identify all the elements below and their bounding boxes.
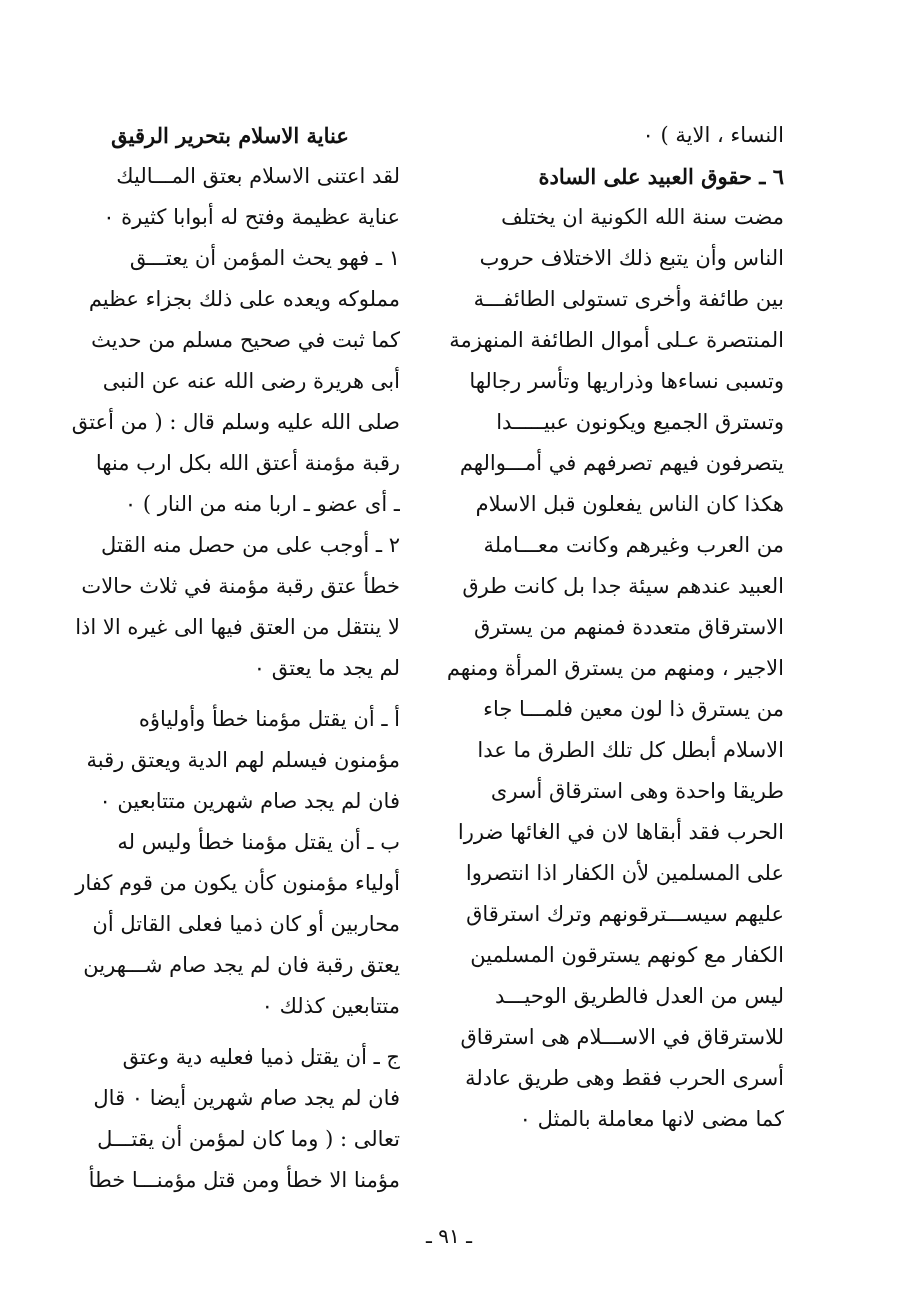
text-line: لا ينتقل من العتق فيها الى غيره الا اذا <box>75 615 400 639</box>
text-line: العبيد عندهم سيئة جدا بل كانت طرق <box>462 574 784 598</box>
section-heading: ٦ ـ حقوق العبيد على السادة <box>538 164 784 189</box>
text-line: أ ـ أن يقتل مؤمنا خطأ وأولياؤه <box>138 707 400 731</box>
text-line: لم يجد ما يعتق ٠ <box>253 656 400 680</box>
text-line: عناية عظيمة وفتح له أبوابا كثيرة ٠ <box>103 205 400 229</box>
paragraph-gap <box>60 689 400 699</box>
text-line: مؤمنا الا خطأ ومن قتل مؤمنـــا خطأ <box>88 1168 400 1192</box>
text-line: الحرب فقد أبقاها لان في الغائها ضررا <box>457 820 784 844</box>
text-line: ـ أى عضو ـ اربا منه من النار ) ٠ <box>124 492 400 516</box>
text-line: الاسترقاق متعددة فمنهم من يسترق <box>473 615 784 639</box>
text-line: كما مضى لانها معاملة بالمثل ٠ <box>519 1107 784 1131</box>
text-line: يتصرفون فيهم تصرفهم في أمـــوالهم <box>459 451 784 475</box>
text-line: ليس من العدل فالطريق الوحيـــد <box>495 984 784 1008</box>
text-line: المنتصرة عـلى أموال الطائفة المنهزمة <box>449 328 784 352</box>
text-line: بين طائفة وأخرى تستولى الطائفـــة <box>473 287 784 311</box>
text-line: طريقا واحدة وهى استرقاق أسرى <box>490 779 784 803</box>
text-line: الكفار مع كونهم يسترقون المسلمين <box>470 943 784 967</box>
paragraph-gap <box>60 1027 400 1037</box>
text-line: ١ ـ فهو يحث المؤمن أن يعتـــق <box>129 246 400 270</box>
text-line: تعالى : ( وما كان لمؤمن أن يقتـــل <box>97 1127 400 1151</box>
page-number: ـ ٩١ ـ <box>426 1224 472 1248</box>
text-line: عليهم سيســـترقونهم وترك استرقاق <box>466 902 784 926</box>
text-line: متتابعين كذلك ٠ <box>261 994 400 1018</box>
text-line: وتسبى نساءها وذراريها وتأسر رجالها <box>469 369 784 393</box>
text-line: مضت سنة الله الكونية ان يختلف <box>501 205 784 229</box>
right-column <box>444 115 784 1140</box>
text-line: محاربين أو كان ذميا فعلى القاتل أن <box>92 912 400 936</box>
text-line: فان لم يجد صام شهرين أيضا ٠ قال <box>93 1086 400 1110</box>
text-line: الاسلام أبطل كل تلك الطرق ما عدا <box>477 738 784 762</box>
text-line: وتسترق الجميع ويكونون عبيـــــدا <box>496 410 784 434</box>
text-line: رقبة مؤمنة أعتق الله بكل ارب منها <box>95 451 400 475</box>
text-line: ب ـ أن يقتل مؤمنا خطأ وليس له <box>117 830 400 854</box>
text-line: الناس وأن يتبع ذلك الاختلاف حروب <box>479 246 784 270</box>
text-line: من العرب وغيرهم وكانت معـــاملة <box>483 533 784 557</box>
text-line: من يسترق ذا لون معين فلمـــا جاء <box>483 697 784 721</box>
text-line: أبى هريرة رضى الله عنه عن النبى <box>102 369 400 393</box>
text-line: صلى الله عليه وسلم قال : ( من أعتق <box>71 410 400 434</box>
text-line: مملوكه ويعده على ذلك بجزاء عظيم <box>88 287 400 311</box>
text-line: فان لم يجد صام شهرين متتابعين ٠ <box>99 789 400 813</box>
text-line: هكذا كان الناس يفعلون قبل الاسلام <box>475 492 784 516</box>
text-line: النساء ، الاية ) ٠ <box>642 123 784 147</box>
text-line: لقد اعتنى الاسلام بعتق المـــاليك <box>116 164 400 188</box>
text-line: ٢ ـ أوجب على من حصل منه القتل <box>101 533 400 557</box>
left-column <box>60 115 400 1201</box>
text-line: على المسلمين لأن الكفار اذا انتصروا <box>465 861 784 885</box>
text-line: الاجير ، ومنهم من يسترق المرأة ومنهم <box>446 656 784 680</box>
text-line: خطأ عتق رقبة مؤمنة في ثلاث حالات <box>81 574 400 598</box>
text-line: أولياء مؤمنون كأن يكون من قوم كفار <box>75 871 400 895</box>
text-line: ج ـ أن يقتل ذميا فعليه دية وعتق <box>122 1045 400 1069</box>
text-line: أسرى الحرب فقط وهى طريق عادلة <box>465 1066 784 1090</box>
text-line: يعتق رقبة فان لم يجد صام شـــهرين <box>83 953 400 977</box>
text-line: كما ثبت في صحيح مسلم من حديث <box>91 328 400 352</box>
text-line: مؤمنون فيسلم لهم الدية ويعتق رقبة <box>86 748 400 772</box>
section-title: عناية الاسلام بتحرير الرقيق <box>111 123 349 148</box>
text-line: للاسترقاق في الاســـلام هى استرقاق <box>460 1025 784 1049</box>
